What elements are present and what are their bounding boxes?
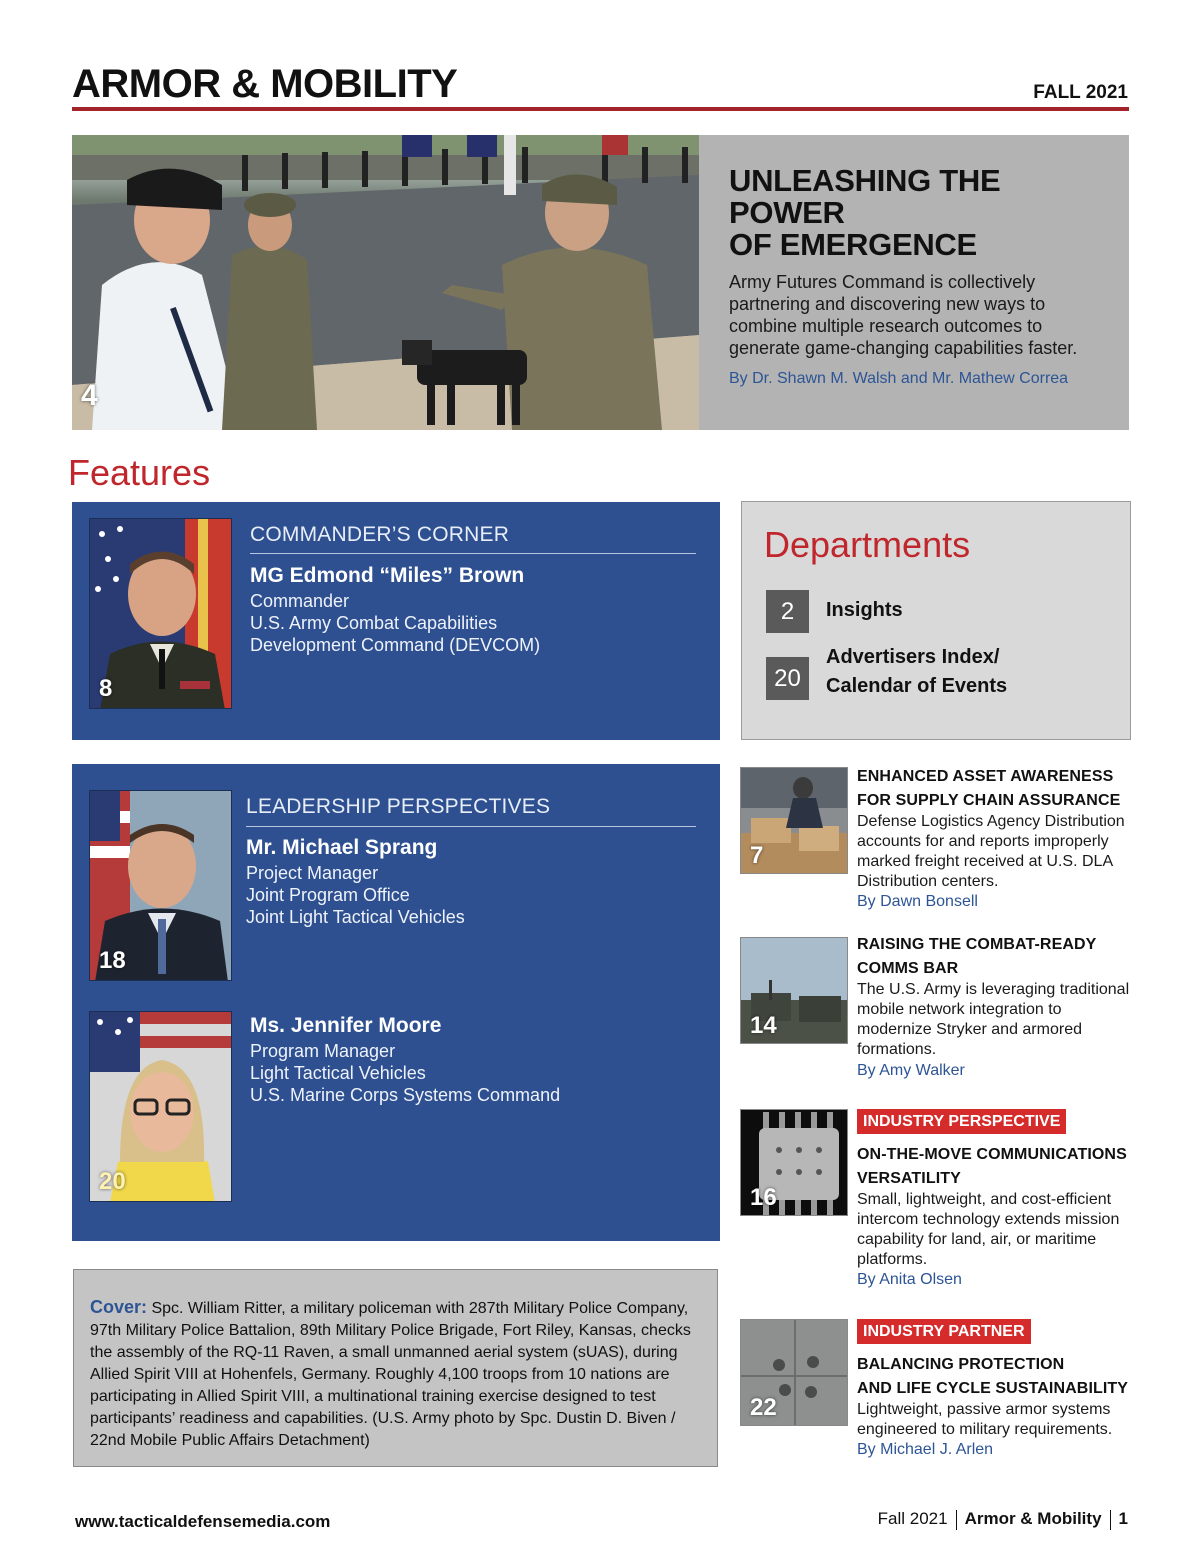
hero-byline: By Dr. Shawn M. Walsh and Mr. Mathew Correa — [729, 370, 1069, 387]
article-protection-description: Lightweight, passive armor systems engineered to military requirements. — [857, 1401, 1113, 1438]
dept-advertisers-label-line2[interactable]: Calendar of Events — [826, 675, 1008, 697]
footer-divider-2 — [1110, 1510, 1111, 1530]
hero-page-number: 4 — [81, 379, 98, 412]
leadership-rule — [246, 826, 696, 827]
article-supply-chain-page-number: 7 — [750, 842, 764, 869]
sprang-page-number: 18 — [99, 947, 126, 974]
sprang-portrait — [89, 790, 232, 981]
cover-label: Cover: — [90, 1297, 148, 1317]
hero-photo — [72, 135, 699, 430]
article-supply-chain-title-line2[interactable]: FOR SUPPLY CHAIN ASSURANCE — [857, 792, 1121, 809]
moore-portrait — [89, 1011, 232, 1202]
article-protection-title-line1[interactable]: BALANCING PROTECTION — [857, 1356, 1065, 1373]
commanders-corner-rule — [250, 553, 696, 554]
hero-text-block — [729, 165, 1109, 388]
commanders-corner-panel[interactable] — [72, 502, 720, 740]
footer-folio — [878, 1509, 1128, 1530]
sprang-line2: Joint Program Office — [246, 885, 410, 905]
hero-headline-line1: UNLEASHING THE POWER — [729, 163, 1001, 230]
footer-issue: Fall 2021 — [877, 1509, 948, 1528]
article-supply-chain-byline: By Dawn Bonsell — [857, 893, 978, 910]
dept-advertisers-number[interactable]: 20 — [766, 657, 809, 700]
sprang-name: Mr. Michael Sprang — [246, 836, 438, 859]
commander-title-line3: Development Command (DEVCOM) — [250, 635, 541, 655]
article-otm-comms-byline: By Anita Olsen — [857, 1271, 962, 1288]
footer-divider — [956, 1510, 957, 1530]
leadership-label: LEADERSHIP PERSPECTIVES — [246, 795, 551, 818]
features-heading: Features — [68, 452, 211, 493]
moore-line3: U.S. Marine Corps Systems Command — [250, 1085, 561, 1105]
cover-caption-box — [73, 1269, 718, 1467]
commander-portrait — [89, 518, 232, 709]
article-protection-title-line2[interactable]: AND LIFE CYCLE SUSTAINABILITY — [857, 1380, 1129, 1397]
hero-headline — [729, 165, 1109, 261]
footer-page-number: 1 — [1118, 1509, 1128, 1528]
article-supply-chain-title-line1[interactable]: ENHANCED ASSET AWARENESS — [857, 768, 1114, 785]
article-protection-thumb[interactable] — [740, 1319, 848, 1426]
industry-perspective-tag: INDUSTRY PERSPECTIVE — [857, 1109, 1066, 1134]
article-comms-bar-page-number: 14 — [750, 1012, 777, 1039]
article-supply-chain-description: Defense Logistics Agency Distribution accounts for and reports improperly marked freight received at U.S. DLA Distribution centers. — [857, 813, 1125, 890]
dept-advertisers-label-line1[interactable]: Advertisers Index/ — [826, 646, 1000, 668]
departments-panel — [741, 501, 1131, 740]
dept-insights-number[interactable]: 2 — [766, 590, 809, 633]
hero-description: Army Futures Command is collectively partnering and discovering new ways to combine multiple research outcomes to generate game-changing capabilities faster. — [729, 272, 1078, 358]
moore-page-number: 20 — [99, 1168, 126, 1195]
sprang-line3: Joint Light Tactical Vehicles — [246, 907, 465, 927]
article-otm-comms-title-line1[interactable]: ON-THE-MOVE COMMUNICATIONS — [857, 1146, 1127, 1163]
article-comms-bar-description: The U.S. Army is leveraging traditional mobile network integration to modernize Stryker and armored formations. — [857, 981, 1130, 1058]
moore-line2: Light Tactical Vehicles — [250, 1063, 426, 1083]
article-otm-comms-page-number: 16 — [750, 1184, 777, 1211]
article-comms-bar-title-line1[interactable]: RAISING THE COMBAT-READY — [857, 936, 1097, 953]
article-comms-bar-byline: By Amy Walker — [857, 1062, 965, 1079]
article-comms-bar-thumb[interactable] — [740, 937, 848, 1044]
article-protection-byline: By Michael J. Arlen — [857, 1441, 994, 1458]
magazine-title: ARMOR & MOBILITY — [72, 62, 458, 106]
commander-title-line2: U.S. Army Combat Capabilities — [250, 613, 498, 633]
hero-article[interactable] — [72, 135, 1129, 430]
moore-name: Ms. Jennifer Moore — [250, 1014, 442, 1037]
article-protection-page-number: 22 — [750, 1394, 777, 1421]
hero-headline-line2: OF EMERGENCE — [729, 227, 977, 262]
cover-caption-text: Spc. William Ritter, a military policeman with 287th Military Police Company, 97th Military Police Battalion, 89th Military Police Brigade, Fort Riley, Kansas, checks the assembly of the RQ-11 Raven, a small unmanned aerial system (sUAS), during Allied Spirit VIII at Hohenfels, Germany. Roughly 4,100 troops from 10 nations are participating in Allied Spirit VIII, a multinational training exercise designed to test participants’ readiness and capabilities. (U.S. Army photo by Spc. Dustin D. Biven / 22nd Mobile Public Affairs Detachment) — [90, 1300, 691, 1449]
commanders-corner-label: COMMANDER’S CORNER — [250, 523, 510, 546]
footer-publication: Armor & Mobility — [964, 1509, 1102, 1528]
departments-heading: Departments — [764, 524, 971, 565]
footer-url[interactable]: www.tacticaldefensemedia.com — [75, 1512, 331, 1531]
industry-partner-tag: INDUSTRY PARTNER — [857, 1319, 1031, 1344]
article-comms-bar-title-line2[interactable]: COMMS BAR — [857, 960, 959, 977]
article-otm-comms-title-line2[interactable]: VERSATILITY — [857, 1170, 961, 1187]
sprang-line1: Project Manager — [246, 863, 379, 883]
article-otm-comms-description: Small, lightweight, and cost-efficient intercom technology extends mission capability for land, air, or maritime platforms. — [857, 1191, 1120, 1268]
commander-name: MG Edmond “Miles” Brown — [250, 564, 525, 587]
cover-caption — [90, 1296, 704, 1452]
issue-label: FALL 2021 — [1033, 82, 1128, 103]
commander-title-line1: Commander — [250, 591, 350, 611]
dept-insights-label[interactable]: Insights — [826, 599, 903, 621]
commander-page-number: 8 — [99, 675, 113, 702]
article-otm-comms-thumb[interactable] — [740, 1109, 848, 1216]
leadership-perspectives-panel[interactable] — [72, 764, 720, 1241]
header-rule — [72, 107, 1129, 111]
article-supply-chain-thumb[interactable] — [740, 767, 848, 874]
moore-line1: Program Manager — [250, 1041, 396, 1061]
